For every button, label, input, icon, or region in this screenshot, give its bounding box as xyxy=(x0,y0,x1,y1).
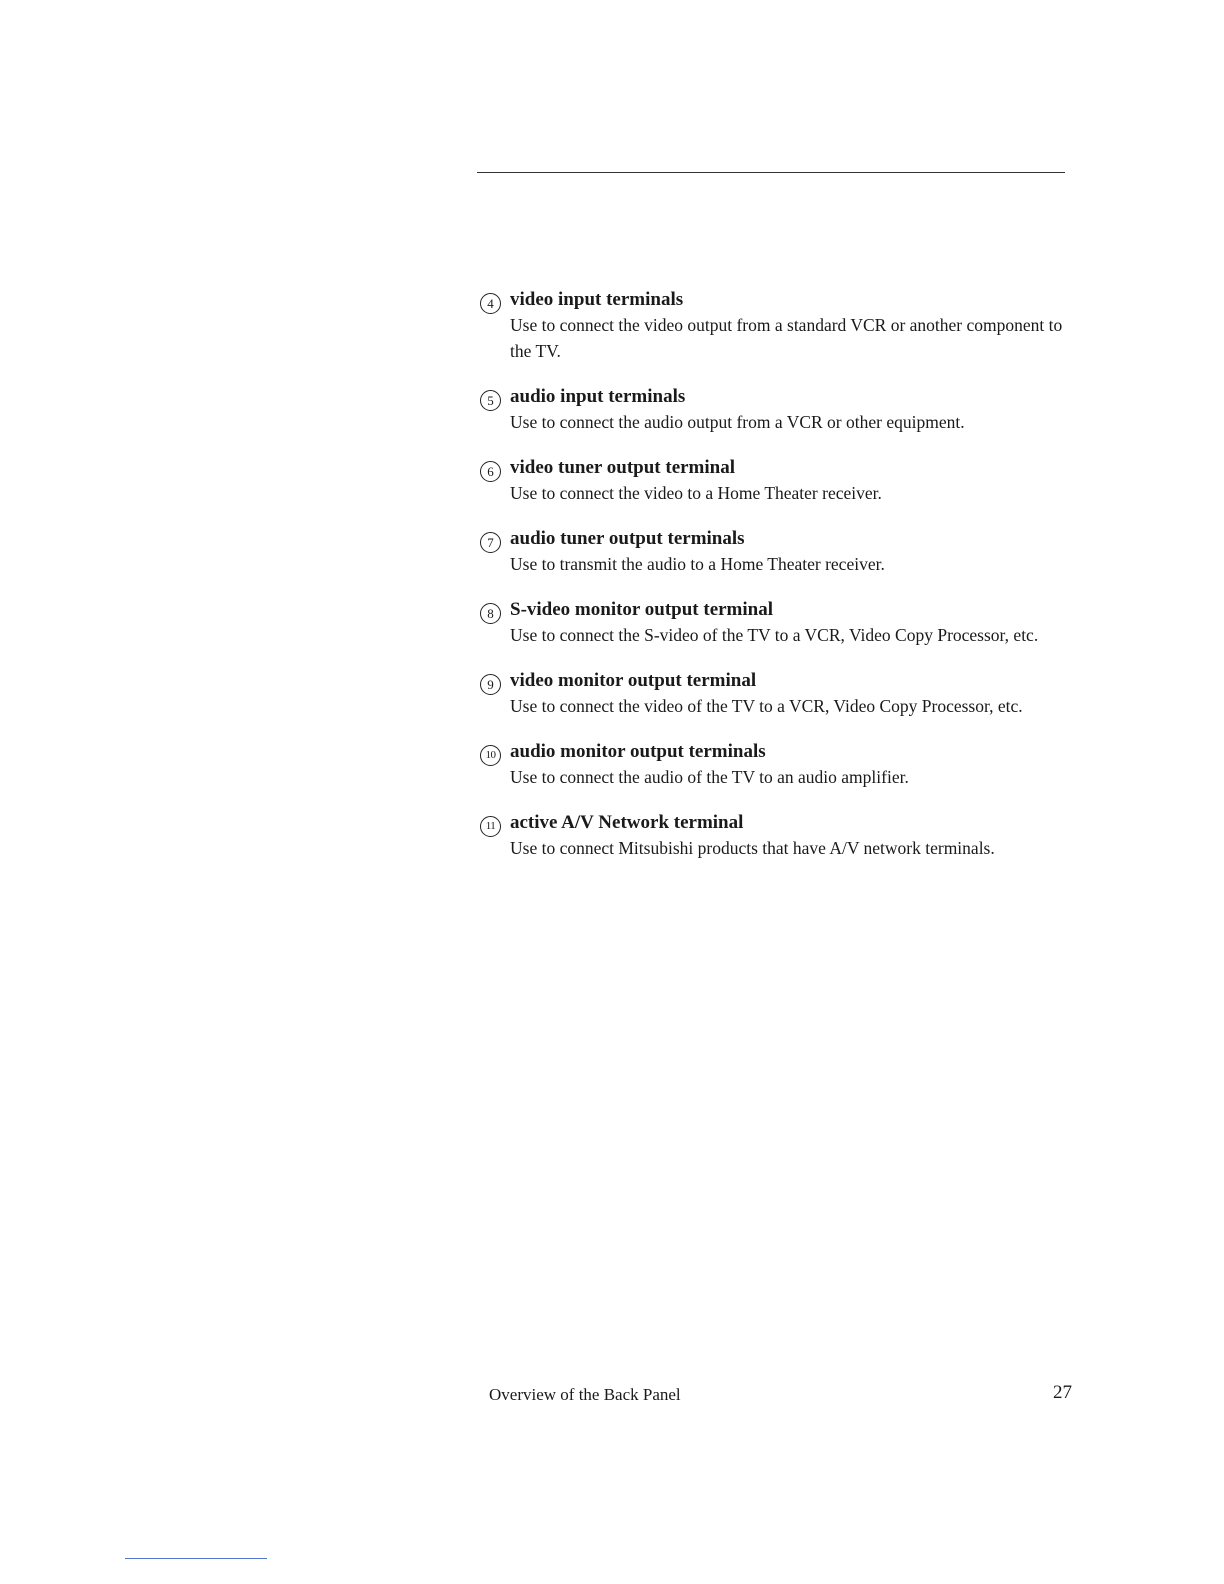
item-title: active A/V Network terminal xyxy=(510,812,744,833)
list-item xyxy=(478,288,1078,364)
item-description: Use to connect the video to a Home Theater receiver. xyxy=(510,483,882,503)
list-item xyxy=(478,598,1078,648)
item-number-badge: 4 xyxy=(480,293,501,314)
item-number-badge: 7 xyxy=(480,532,501,553)
item-title: audio input terminals xyxy=(510,386,686,407)
item-description: Use to transmit the audio to a Home Theater receiver. xyxy=(510,554,885,574)
terminal-list xyxy=(478,288,1078,882)
page-number: 27 xyxy=(1053,1382,1072,1403)
list-item xyxy=(478,669,1078,719)
bottom-rule xyxy=(125,1558,267,1559)
item-title: audio tuner output terminals xyxy=(510,528,745,549)
item-description: Use to connect the S-video of the TV to a VCR, Video Copy Processor, etc. xyxy=(510,625,1039,645)
item-title: audio monitor output terminals xyxy=(510,741,766,762)
item-number-badge: 10 xyxy=(480,745,501,766)
footer-section-title: Overview of the Back Panel xyxy=(489,1385,681,1404)
item-title: S-video monitor output terminal xyxy=(510,599,774,620)
list-item xyxy=(478,811,1078,861)
item-description: Use to connect the audio output from a VCR or other equipment. xyxy=(510,412,965,432)
item-number-badge: 11 xyxy=(480,816,501,837)
list-item xyxy=(478,527,1078,577)
item-number-badge: 8 xyxy=(480,603,501,624)
item-number-badge: 9 xyxy=(480,674,501,695)
list-item xyxy=(478,385,1078,435)
item-title: video monitor output terminal xyxy=(510,670,757,691)
item-description: Use to connect the video of the TV to a VCR, Video Copy Processor, etc. xyxy=(510,696,1023,716)
item-title: video tuner output terminal xyxy=(510,457,736,478)
list-item xyxy=(478,456,1078,506)
item-title: video input terminals xyxy=(510,289,684,310)
item-number-badge: 5 xyxy=(480,390,501,411)
list-item xyxy=(478,740,1078,790)
header-rule xyxy=(477,172,1065,173)
item-description: Use to connect the audio of the TV to an audio amplifier. xyxy=(510,767,909,787)
item-number-badge: 6 xyxy=(480,461,501,482)
item-description: Use to connect the video output from a standard VCR or another component to the TV. xyxy=(510,315,1063,361)
item-description: Use to connect Mitsubishi products that have A/V network terminals. xyxy=(510,838,995,858)
